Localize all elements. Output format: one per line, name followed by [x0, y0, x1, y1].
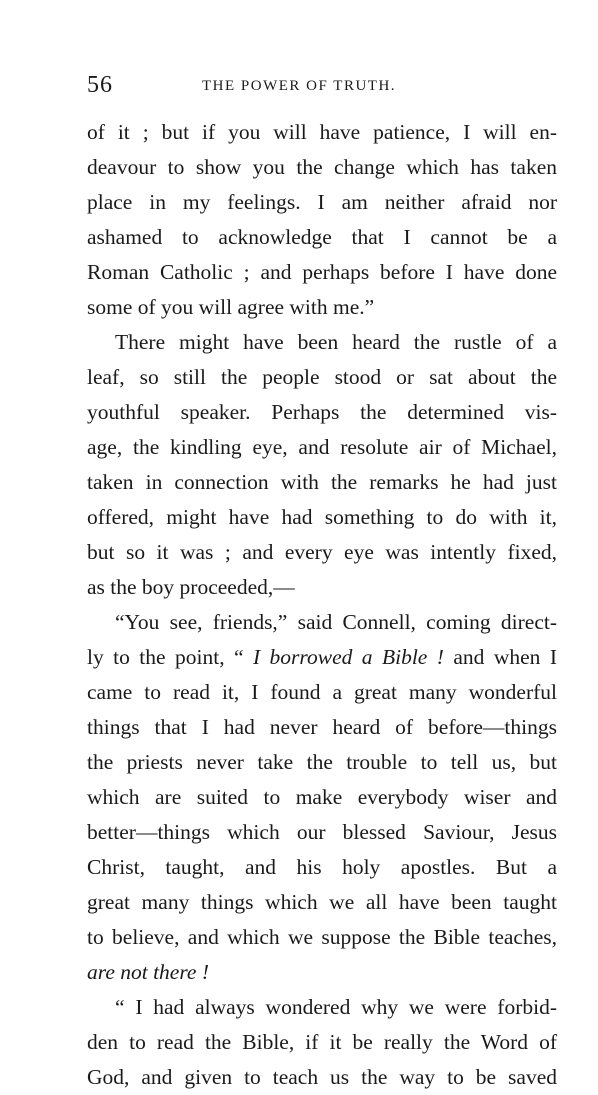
text-line: den to read the Bible, if it be really the Word of — [87, 1030, 557, 1054]
text-line: Christ, taught, and his holy apostles. But a — [87, 855, 557, 879]
italic-phrase: are not there ! — [87, 960, 209, 984]
paragraph-first-line: “You see, friends,” said Connell, coming direct- — [115, 610, 557, 634]
text-line: youthful speaker. Perhaps the determined vis- — [87, 400, 557, 424]
text-line: to believe, and which we suppose the Bible teaches, — [87, 925, 557, 949]
paragraph-first-line: There might have been heard the rustle of a — [115, 330, 557, 354]
text-line: came to read it, I found a great many wonderful — [87, 680, 557, 704]
text-line: great many things which we all have been taught — [87, 890, 557, 914]
text-line: things that I had never heard of before—things — [87, 715, 557, 739]
text-line: ashamed to acknowledge that I cannot be a — [87, 225, 557, 249]
running-title: THE POWER OF TRUTH. — [202, 78, 397, 94]
text-line: as the boy proceeded,— — [87, 575, 295, 599]
text-line: age, the kindling eye, and resolute air of Michael, — [87, 435, 557, 459]
text-line: leaf, so still the people stood or sat about the — [87, 365, 557, 389]
text-line: better—things which our blessed Saviour, Jesus — [87, 820, 557, 844]
paragraph-first-line: “ I had always wondered why we were forbid- — [115, 995, 557, 1019]
text-line: place in my feelings. I am neither afraid nor — [87, 190, 557, 214]
text-line: Roman Catholic ; and perhaps before I have done — [87, 260, 557, 284]
text-line: offered, might have had something to do with it, — [87, 505, 557, 529]
text-line: taken in connection with the remarks he had just — [87, 470, 557, 494]
page-number: 56 — [87, 72, 113, 98]
text-line — [87, 640, 557, 675]
text-line: some of you will agree with me.” — [87, 295, 375, 319]
text-line: which are suited to make everybody wiser and — [87, 785, 557, 809]
text-line: but so it was ; and every eye was intently fixed, — [87, 540, 557, 564]
body-text — [87, 115, 557, 1095]
text-segment: and when I — [443, 645, 558, 669]
text-line: the priests never take the trouble to tell us, but — [87, 750, 557, 774]
text-line: deavour to show you the change which has taken — [87, 155, 557, 179]
page-header — [87, 72, 557, 102]
text-line: God, and given to teach us the way to be saved — [87, 1065, 557, 1089]
italic-phrase: I borrowed a Bible ! — [252, 645, 444, 669]
text-segment: ly to the point, “ — [87, 645, 253, 669]
text-line — [87, 955, 557, 990]
text-line: of it ; but if you will have patience, I will en- — [87, 120, 557, 144]
